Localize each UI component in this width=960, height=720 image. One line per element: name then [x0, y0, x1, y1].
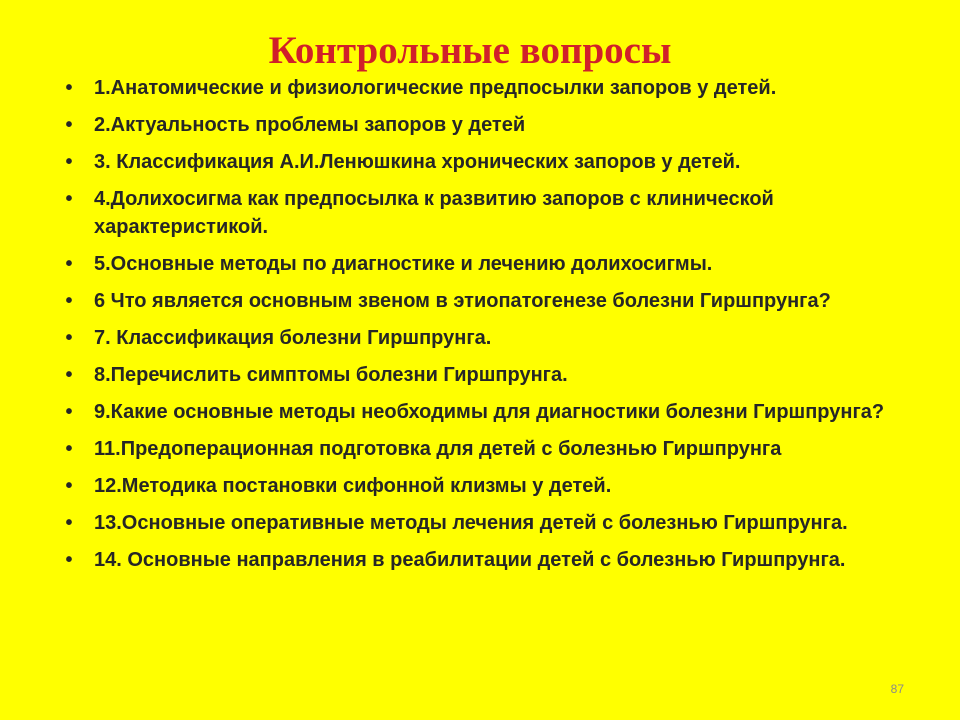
question-text: 8.Перечислить симптомы болезни Гиршпрунга. — [94, 364, 568, 386]
bullet-icon: • — [65, 549, 73, 571]
question-item — [62, 361, 912, 389]
question-text: 9.Какие основные методы необходимы для диагностики болезни Гиршпрунга? — [94, 401, 885, 423]
question-item — [62, 472, 912, 500]
question-item — [62, 111, 912, 139]
bullet-icon: • — [65, 188, 73, 210]
question-item — [62, 546, 912, 574]
question-text: 1.Анатомические и физиологические предпосылки запоров у детей. — [94, 77, 777, 99]
bullet-icon: • — [65, 364, 73, 386]
page-number: 87 — [890, 682, 904, 696]
question-text: 11.Предоперационная подготовка для детей с болезнью Гиршпрунга — [94, 438, 782, 460]
question-text: 13.Основные оперативные методы лечения детей с болезнью Гиршпрунга. — [94, 512, 848, 534]
question-item — [62, 74, 912, 102]
question-text: 5.Основные методы по диагностике и лечению долихосигмы. — [94, 253, 713, 275]
question-item — [62, 250, 912, 278]
question-text: 7. Классификация болезни Гиршпрунга. — [94, 327, 492, 349]
bullet-icon: • — [65, 290, 73, 312]
question-text: 12.Методика постановки сифонной клизмы у детей. — [94, 475, 612, 497]
bullet-icon: • — [65, 253, 73, 275]
question-item — [62, 435, 912, 463]
question-item — [62, 398, 912, 426]
question-item — [62, 509, 912, 537]
bullet-icon: • — [65, 151, 73, 173]
question-text: 14. Основные направления в реабилитации детей с болезнью Гиршпрунга. — [94, 549, 846, 571]
bullet-icon: • — [65, 401, 73, 423]
question-item — [62, 185, 912, 241]
bullet-icon: • — [65, 114, 73, 136]
bullet-icon: • — [65, 512, 73, 534]
question-text: 6 Что является основным звеном в этиопатогенезе болезни Гиршпрунга? — [94, 290, 831, 312]
bullet-icon: • — [65, 327, 73, 349]
question-text: 4.Долихосигма как предпосылка к развитию запоров с клинической характеристикой. — [94, 188, 774, 238]
question-item — [62, 324, 912, 352]
bullet-icon: • — [65, 475, 73, 497]
questions-list — [62, 74, 912, 583]
slide-title: Контрольные вопросы — [268, 29, 672, 72]
bullet-icon: • — [65, 77, 73, 99]
question-item — [62, 148, 912, 176]
question-item — [62, 287, 912, 315]
question-text: 2.Актуальность проблемы запоров у детей — [94, 114, 526, 136]
bullet-icon: • — [65, 438, 73, 460]
question-text: 3. Классификация А.И.Ленюшкина хронических запоров у детей. — [94, 151, 741, 173]
